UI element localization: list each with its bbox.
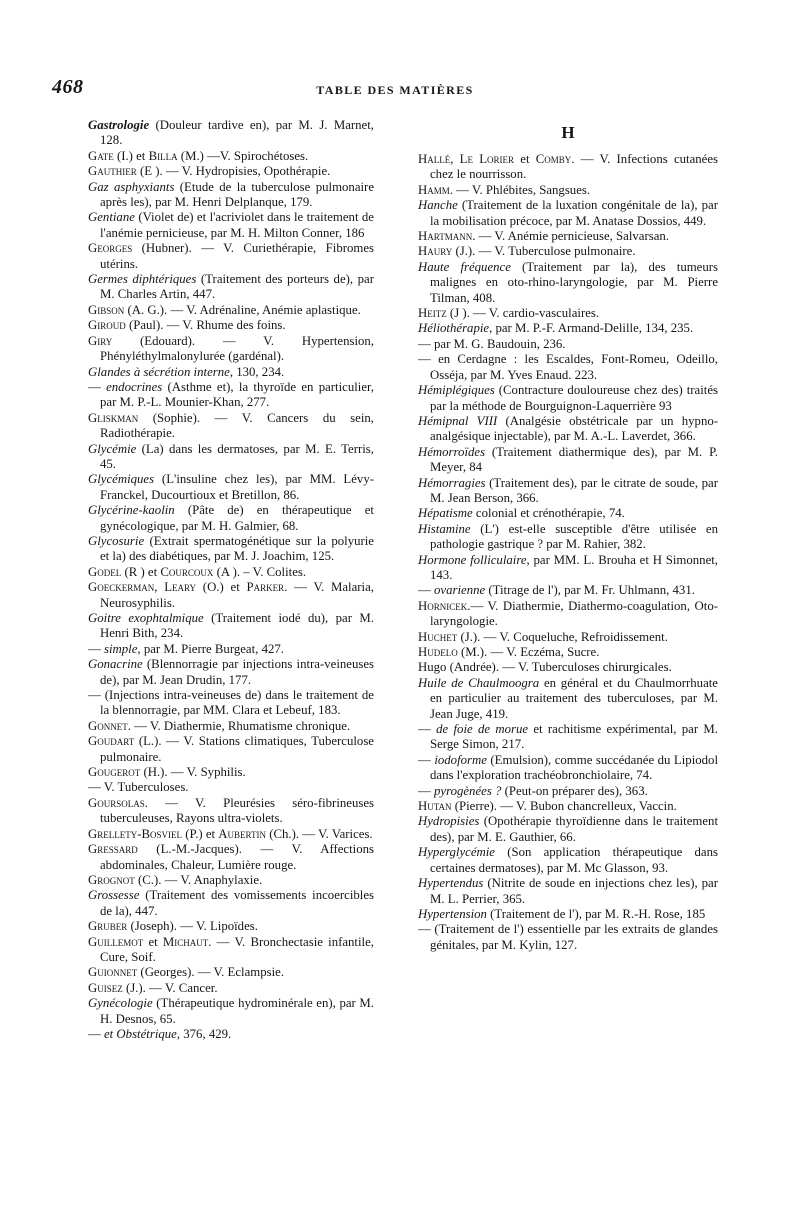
entry-text: Glandes à sécrétion interne [88, 364, 230, 379]
entry-text: (L'insuline chez les), par MM. Lévy-Franckel, Ducourtioux et Bretillon, 86. [100, 472, 374, 502]
index-entry [88, 164, 374, 179]
entry-text: . — V. Phlébites, Sangsues. [449, 182, 591, 197]
index-entry [88, 765, 374, 780]
index-entry [418, 152, 718, 183]
entry-text: Grossesse [88, 888, 140, 903]
entry-text: Germes diphtériques [88, 272, 197, 287]
entry-text: Glycosurie [88, 533, 145, 548]
entry-text: , par M. P.-F. Armand-Delille, 134, 235. [489, 321, 694, 336]
index-entry [418, 583, 718, 598]
entry-text: Hutan [418, 799, 452, 814]
entry-text: . — V. Infections cutanées chez le nourrisson. [430, 152, 718, 182]
index-entry [418, 337, 718, 352]
entry-text: Huile de Chaulmoogra [418, 675, 540, 690]
entry-text: Gibson [88, 302, 125, 317]
entry-text: Gaz asphyxiants [88, 179, 175, 194]
index-entry [88, 241, 374, 272]
index-entry [418, 922, 718, 953]
index-entry [418, 722, 718, 753]
right-entries [418, 152, 718, 953]
left-column [88, 118, 374, 1042]
running-title: TABLE DES MATIÈRES [316, 83, 474, 97]
entry-text: Gougerot [88, 765, 141, 780]
entry-text: . — V. Bronchectasie infantile, Cure, Soif. [100, 934, 374, 964]
index-entry [418, 845, 718, 876]
entry-text: Le Lorier [459, 152, 515, 166]
index-entry [88, 334, 374, 365]
entry-text: (L.-M.-Jacques). — V. Affections abdominales, Chaleur, Lumière rouge. [100, 842, 374, 872]
entry-text: .— V. Diathermie, Diathermo-coagulation, Oto-laryngologie. [430, 598, 718, 629]
index-entry [88, 657, 374, 688]
entry-text: (Son application thérapeutique dans certaines dermatoses), par M. Mc Glasson, 93. [430, 845, 718, 875]
entry-text: Hydropisies [418, 814, 480, 829]
index-entry [88, 534, 374, 565]
index-entry [88, 580, 374, 611]
index-entry [88, 149, 374, 164]
entry-text: iodoforme [434, 752, 487, 767]
entry-text: (P.) et [182, 826, 219, 841]
entry-text: (Paul). — V. Rhume des foins. [125, 318, 286, 333]
entry-text: (J.). — V. Tuberculose pulmonaire. [452, 244, 636, 259]
entry-text: (J ). — V. cardio-vasculaires. [446, 306, 600, 321]
index-entry [418, 753, 718, 784]
entry-text: — [418, 722, 437, 737]
entry-text: (Opothérapie thyroïdienne dans le traitement des), par M. E. Gauthier, 66. [430, 814, 718, 844]
index-entry [418, 306, 718, 321]
entry-text: (Extrait spermatogénétique sur la polyurie et la) des diabétiques, par M. J. Joachim, 125. [100, 533, 374, 564]
entry-text: Hépatisme [418, 506, 473, 521]
index-entry [88, 303, 374, 318]
index-entry [418, 814, 718, 845]
entry-text: (Traitement diathermique des), par M. P. Meyer, 84 [430, 444, 718, 475]
entry-text: colonial et crénothérapie, 74. [472, 506, 625, 521]
entry-text: Gliskman [88, 410, 139, 425]
entry-text: (Nitrite de soude en injections chez les), par M. L. Perrier, 365. [430, 876, 718, 906]
entry-text: en général et du Chaulmorrhuate en particulier au traitement des tuberculoses, par M. Jean Juge, 419. [430, 675, 718, 721]
entry-text: Grognot [88, 872, 135, 887]
entry-text: et Obstétrique [104, 1026, 177, 1041]
index-entry [418, 352, 718, 383]
index-entry [88, 380, 374, 411]
entry-text: Leary [164, 580, 197, 595]
entry-text: , [154, 580, 165, 595]
entry-text: (R ) et [121, 564, 161, 579]
index-entry [418, 445, 718, 476]
index-entry [418, 506, 718, 521]
index-entry [418, 260, 718, 306]
index-entry [88, 719, 374, 734]
entry-text: Hémorroïdes [418, 444, 486, 459]
entry-text: — [418, 783, 434, 798]
index-entry [418, 198, 718, 229]
entry-text: (Douleur tardive en), par M. J. Marnet, 128. [100, 118, 374, 148]
index-entry [88, 1027, 374, 1042]
index-entry [418, 599, 718, 630]
entry-text: (Thérapeutique hydrominérale en), par M. H. Desnos, 65. [100, 996, 374, 1026]
entry-text: (Georges). — V. Eclampsie. [137, 965, 285, 980]
entry-text: Goeckerman [88, 580, 155, 595]
index-entry [88, 935, 374, 966]
index-entry [418, 876, 718, 907]
index-entry [418, 784, 718, 799]
index-entry [418, 630, 718, 645]
index-entry [418, 244, 718, 259]
index-entry [418, 321, 718, 336]
entry-text: Hartmann [418, 229, 473, 244]
index-entry [418, 645, 718, 660]
entry-text: — [418, 583, 434, 598]
index-entry [88, 442, 374, 473]
entry-text: Histamine [418, 521, 471, 536]
entry-text: (M.). — V. Eczéma, Sucre. [457, 645, 600, 659]
entry-text: Heitz [418, 306, 447, 321]
index-entry [88, 996, 374, 1027]
index-entry [418, 476, 718, 507]
index-entry [88, 888, 374, 919]
entry-text: , [450, 152, 460, 166]
entry-text: (Emulsion), comme succédanée du Lipiodol dans l'exploration trachéobronchiolaire, 74. [430, 752, 719, 783]
entry-text: (Contracture douloureuse chez des) traités par la méthode de Bourguignon-Laquerrière 93 [430, 383, 718, 413]
index-entry [88, 272, 374, 303]
index-entry [418, 799, 718, 814]
index-entry [88, 180, 374, 211]
entry-text: Huchet [418, 629, 458, 644]
entry-text: — en Cerdagne : les Escaldes, Font-Romeu, Odeillo, Osséja, par M. Yves Enaud. 223. [418, 352, 718, 382]
entry-text: (I.) et [113, 148, 149, 163]
entry-text: — [88, 641, 104, 656]
entry-text: (La) dans les dermatoses, par M. E. Terris, 45. [100, 441, 374, 471]
entry-text: Glycémiques [88, 472, 155, 487]
page-number: 468 [52, 76, 84, 98]
entry-text: Gentiane [88, 210, 135, 225]
entry-text: (Traitement des vomissements incoercibles de la), 447. [100, 888, 374, 918]
index-entry [418, 553, 718, 584]
entry-text: Goudart [88, 734, 135, 749]
entry-text: , par M. Pierre Burgeat, 427. [137, 641, 284, 656]
entry-text: Hanche [418, 198, 458, 213]
entry-text: (Traitement de la luxation congénitale de la), par la mobilisation précoce, par M. Anatase Dossios, 449. [430, 198, 718, 228]
entry-text: Héliothérapie [418, 321, 490, 336]
entry-text: Gynécologie [88, 996, 153, 1011]
entry-text: Haury [418, 244, 453, 259]
entry-text: et [143, 934, 163, 949]
entry-text: Hallé [418, 152, 451, 166]
entry-text: (Pierre). — V. Bubon chancrelleux, Vaccin. [451, 799, 677, 814]
entry-text: Gressard [88, 842, 138, 857]
entry-text: (Titrage de l'), par M. Fr. Uhlmann, 431. [485, 583, 695, 598]
entry-text: Hudelo [418, 645, 458, 659]
entry-text: (J.). — V. Cancer. [122, 980, 218, 995]
index-entry [418, 676, 718, 722]
entry-text: (C.). — V. Anaphylaxie. [134, 872, 263, 887]
entry-text: et [514, 152, 536, 166]
entry-text: (L') est-elle susceptible d'être utilisée en pathologie gastrique ? par M. Rahier, 382. [430, 521, 718, 552]
index-entry [88, 796, 374, 827]
entry-text: , 130, 234. [229, 364, 285, 379]
entry-text: Michaut [162, 934, 209, 949]
entry-text: Comby [535, 152, 572, 166]
entry-text: Godel [88, 564, 122, 579]
entry-text: (Violet de) et l'acriviolet dans le traitement de l'anémie pernicieuse, par M. H. Milton Conner, 186 [100, 210, 374, 240]
index-entry [418, 383, 718, 414]
entry-text: (Traitement iodé du), par M. Henri Bith, 234. [100, 611, 374, 641]
entry-text: (Traitement des porteurs de), par M. Charles Artin, 447. [100, 272, 374, 302]
entry-text: (Traitement de l'), par M. R.-H. Rose, 185 [486, 906, 706, 921]
entry-text: Gauthier [88, 164, 137, 179]
entry-text: (O.) et [196, 580, 247, 595]
entry-text: Gonnet [88, 718, 128, 733]
index-entry [88, 873, 374, 888]
index-entry [418, 660, 718, 675]
entry-text: (Edouard). — V. Hypertension, Phényléthylmalonylurée (gardénal). [100, 333, 374, 364]
index-entry [418, 183, 718, 198]
entry-text: Grellety-Bosviel [88, 826, 183, 841]
index-entry [88, 472, 374, 503]
entry-text: et rachitisme expérimental, par M. Serge Simon, 217. [430, 722, 719, 752]
entry-text: de foie de morue [436, 722, 529, 737]
entry-text: Hypertension [418, 906, 487, 921]
index-entry [88, 503, 374, 534]
entry-text: (M.) —V. Spirochétoses. [177, 148, 309, 163]
entry-text: Goitre exophtalmique [88, 611, 204, 625]
entry-text: (A. G.). — V. Adrénaline, Anémie aplastique. [124, 302, 361, 317]
index-entry [88, 318, 374, 333]
entry-text: Hugo (Andrée). — V. Tuberculoses chirurgicales. [418, 660, 672, 675]
index-entry [88, 611, 374, 642]
entry-text: Hormone folliculaire [418, 552, 527, 567]
index-entry [88, 118, 374, 149]
entry-text: , par MM. L. Brouha et H Simonnet, 143. [430, 552, 718, 582]
entry-text: (Hubner). — V. Curiethérapie, Fibromes utérins. [100, 241, 374, 271]
index-entry [88, 827, 374, 842]
entry-text: . — V. Malaria, Neurosyphilis. [100, 580, 374, 610]
index-entry [88, 965, 374, 980]
entry-text: (L.). — V. Stations climatiques, Tuberculose pulmonaire. [100, 734, 374, 764]
entry-text: — [88, 379, 107, 394]
index-entry [418, 522, 718, 553]
entry-text: Aubertin [218, 826, 266, 841]
entry-text: (Ch.). — V. Varices. [266, 826, 373, 841]
entry-text: (E ). — V. Hydropisies, Opothérapie. [136, 164, 331, 179]
index-entry [418, 907, 718, 922]
entry-text: Hamm [418, 182, 450, 197]
page-header [50, 76, 740, 106]
entry-text: (Sophie). — V. Cancers du sein, Radiothérapie. [100, 410, 374, 441]
entry-text: (J.). — V. Coqueluche, Refroidissement. [457, 629, 668, 644]
entry-text: Giroud [88, 318, 126, 333]
entry-text: Gastrologie [88, 118, 150, 132]
entry-text: endocrines [106, 379, 163, 394]
entry-text: — V. Tuberculoses. [88, 780, 189, 795]
entry-text: (Joseph). — V. Lipoïdes. [127, 919, 258, 934]
index-entry [88, 919, 374, 934]
index-entry [88, 688, 374, 719]
entry-text: — par M. G. Baudouin, 236. [418, 336, 566, 351]
entry-text: Gate [88, 148, 114, 163]
entry-text: Gonacrine [88, 657, 143, 672]
entry-text: Hypertendus [418, 876, 484, 891]
entry-text: — [418, 752, 435, 767]
entry-text: (Analgésie obstétricale par un hypno-analgésique injectable), par M. A.-L. Laverdet, 366. [430, 413, 718, 444]
entry-text: (Asthme et), la thyroïde en particulier, par M. P.-L. Mounier-Khan, 277. [100, 379, 374, 410]
index-entry [88, 365, 374, 380]
index-entry [88, 842, 374, 873]
entry-text: (A ). – V. Colites. [213, 564, 307, 579]
entry-text: (Traitement par la), des tumeurs malignes en oto-rhino-laryngologie, par M. Pierre Tilman, 408. [430, 259, 718, 305]
entry-text: — (Traitement de l') essentielle par les extraits de glandes génitales, par M. Kylin, 127. [418, 922, 718, 952]
index-entry [88, 642, 374, 657]
right-column [418, 118, 718, 953]
entry-text: simple [104, 641, 138, 656]
entry-text: Guionnet [88, 965, 138, 980]
entry-text: ovarienne [434, 583, 486, 598]
entry-text: (Etude de la tuberculose pulmonaire après les), par M. Henri Delplanque, 179. [100, 179, 374, 210]
entry-text: Haute fréquence [418, 259, 511, 274]
entry-text: — (Injections intra-veineuses de) dans le traitement de la blennorragie, par MM. Clara et Lebeuf, 183. [88, 688, 374, 718]
entry-text: Guisez [88, 980, 123, 995]
entry-text: (H.). — V. Syphilis. [140, 765, 246, 780]
entry-text: , 376, 429. [176, 1026, 232, 1041]
entry-text: (Pâte de) en thérapeutique et gynécologique, par M. H. Galmier, 68. [100, 503, 374, 533]
index-entry [88, 734, 374, 765]
entry-text: Parker [246, 580, 285, 595]
entry-text: Goursolas [88, 795, 145, 810]
entry-text: pyrogènées ? [434, 783, 502, 798]
entry-text: Hémorragies [418, 475, 486, 490]
index-entry [88, 411, 374, 442]
entry-text: Gruber [88, 919, 128, 934]
entry-text: Hémipnal VIII [418, 413, 498, 428]
entry-text: Hémiplégiques [418, 383, 495, 398]
index-entry [418, 229, 718, 244]
entry-text: Courcoux [160, 564, 214, 579]
entry-text: . — V. Diathermie, Rhumatisme chronique. [127, 718, 351, 733]
entry-text: (Blennorragie par injections intra-veineuses de), par M. Jean Drudin, 177. [100, 657, 374, 687]
entry-text: Hornicek [418, 598, 468, 613]
entry-text: (Traitement des), par le citrate de soude, par M. Jean Berson, 366. [430, 475, 718, 505]
section-letter: H [561, 123, 575, 142]
entry-text: (Peut-on préparer des), 363. [501, 783, 648, 798]
entry-text: — [88, 1026, 104, 1041]
index-entry [88, 981, 374, 996]
index-entry [418, 414, 718, 445]
entry-text: Glycérine-kaolin [88, 503, 175, 518]
entry-text: Giry [88, 333, 113, 348]
entry-text: Guillemot [88, 934, 144, 949]
entry-text: . — V. Anémie pernicieuse, Salvarsan. [472, 229, 669, 244]
index-entry [88, 565, 374, 580]
entry-text: Glycémie [88, 441, 137, 456]
entry-text: Georges [88, 241, 133, 256]
entry-text: Hyperglycémie [418, 845, 495, 860]
index-entry [88, 210, 374, 241]
index-entry [88, 780, 374, 795]
entry-text: Billa [148, 148, 178, 163]
entry-text: . — V. Pleurésies séro-fibrineuses tuberculeuses, Rayons ultra-violets. [100, 795, 374, 826]
